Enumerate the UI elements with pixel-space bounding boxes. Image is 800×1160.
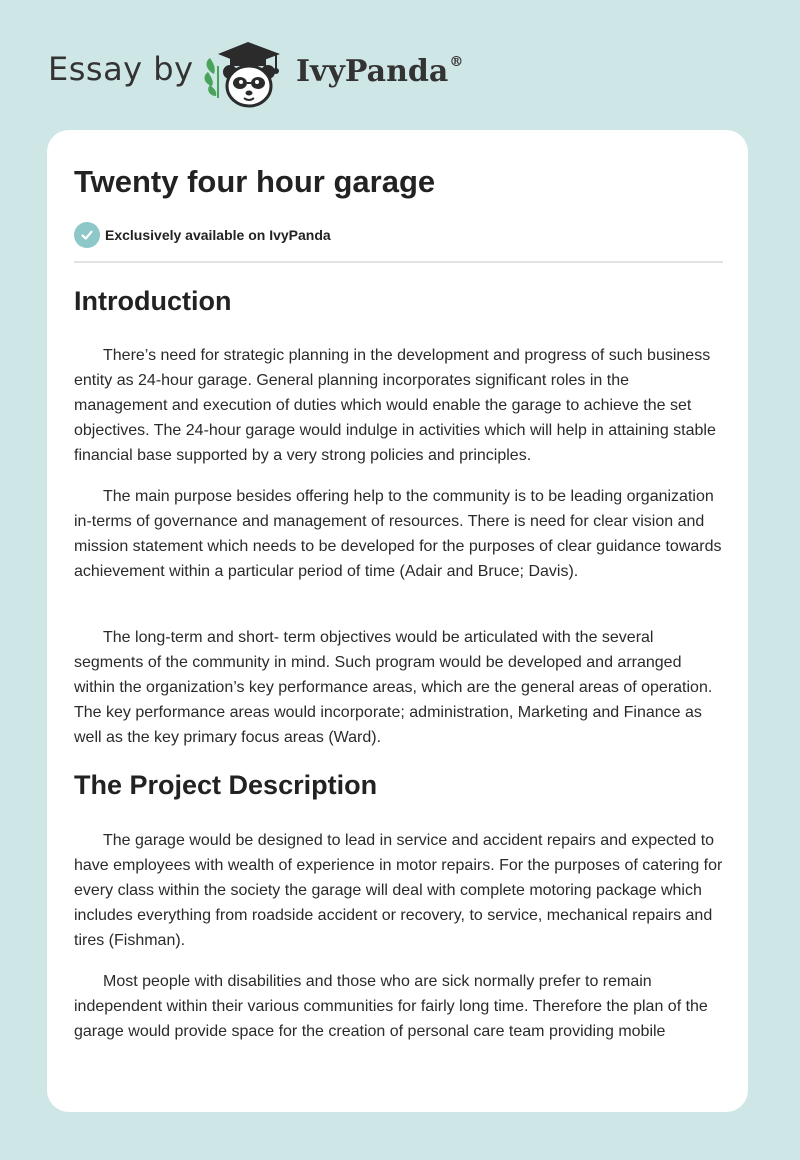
essay-title: Twenty four hour garage bbox=[74, 164, 436, 199]
section-heading-project-description: The Project Description bbox=[74, 770, 378, 800]
exclusive-badge-label: Exclusively available on IvyPanda bbox=[105, 227, 331, 243]
check-circle-icon bbox=[74, 222, 100, 248]
paragraph: The garage would be designed to lead in service and accident repairs and expected to have employees with wealth of experience in motor repairs. For the purposes of catering for every class within the society the garage will deal with complete motoring package which includes everything from roadside accident or recovery, to service, mechanical repairs and tires (Fishman). bbox=[74, 832, 723, 949]
paragraph: The main purpose besides offering help to the community is to be leading organization in-terms of governance and management of resources. There is need for clear vision and mission statement which needs to be developed for the purposes of clear guidance towards achievement within a particular period of time (Adair and Bruce; Davis). bbox=[74, 488, 722, 580]
essay-by-label: Essay by bbox=[48, 50, 194, 88]
panda-graduate-logo-icon[interactable] bbox=[200, 36, 290, 110]
title-divider bbox=[74, 261, 723, 263]
brand-name[interactable] bbox=[296, 54, 463, 89]
site-header bbox=[0, 0, 800, 130]
essay-card bbox=[47, 130, 748, 1112]
paragraph: There’s need for strategic planning in the development and progress of such business entity as 24-hour garage. General planning incorporates significant roles in the management and execution of duties which would enable the garage to achieve the set objectives. The 24-hour garage would indulge in activities which will help in attaining stable financial base supported by a very strong policies and principles. bbox=[74, 347, 716, 464]
paragraph: Most people with disabilities and those who are sick normally prefer to remain independent within their various communities for fairly long time. Therefore the plan of the garage would provide space for the creation of personal care team providing mobile bbox=[74, 973, 708, 1040]
brand-text: IvyPanda bbox=[296, 54, 449, 89]
registered-mark: ® bbox=[449, 54, 464, 70]
exclusive-badge bbox=[74, 222, 331, 248]
paragraph: The long-term and short- term objectives would be articulated with the several segments of the community in mind. Such program would be developed and arranged within the organization’s key performance areas, which are the general areas of operation. The key performance areas would incorporate; administration, Marketing and Finance as well as the key primary focus areas (Ward). bbox=[74, 629, 713, 746]
section-heading-introduction: Introduction bbox=[74, 286, 232, 316]
